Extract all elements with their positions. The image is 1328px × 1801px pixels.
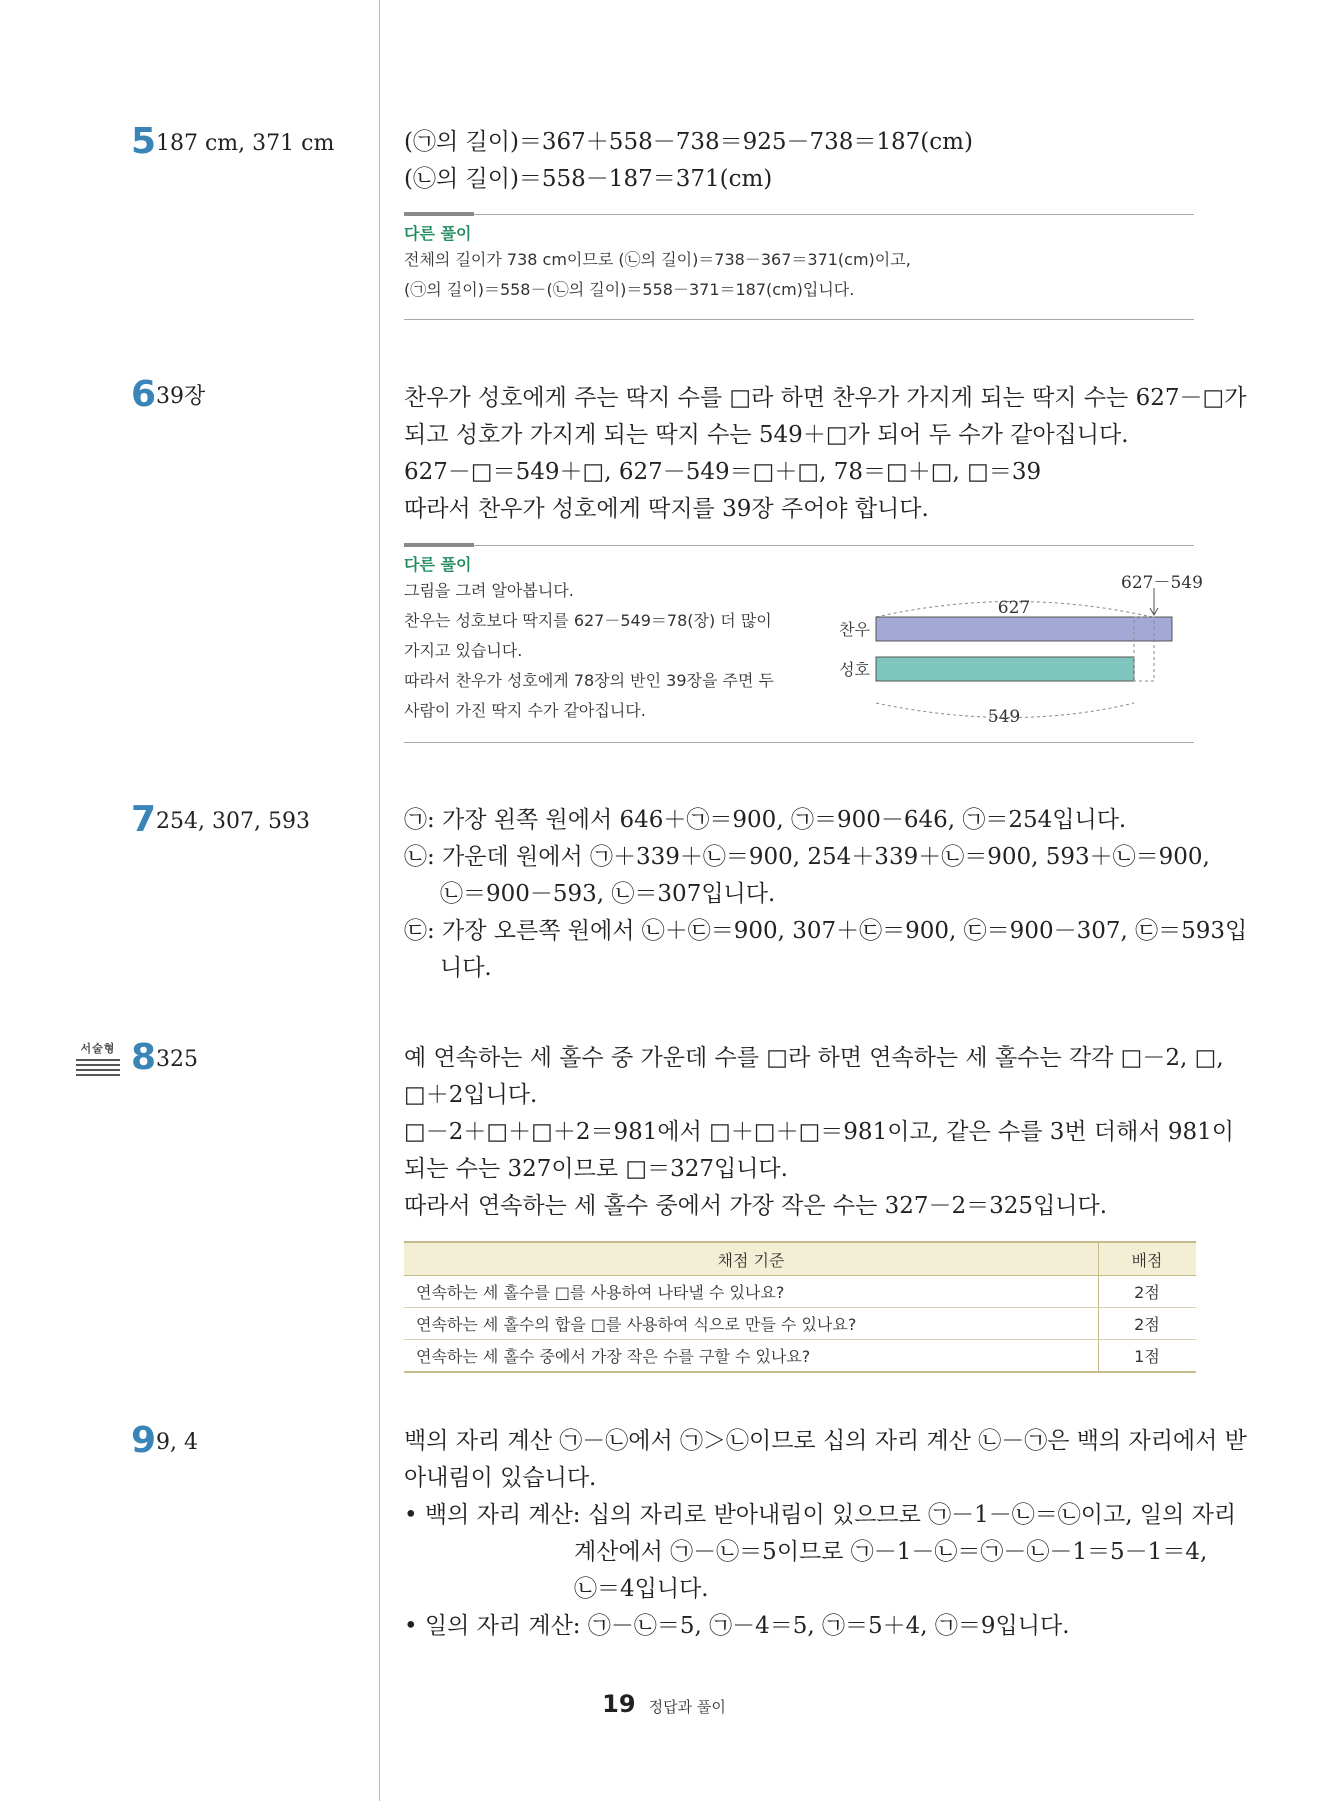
solution-line: 되고 성호가 가지게 되는 딱지 수는 549＋□가 되어 두 수가 같아집니다. (404, 422, 1129, 448)
alt-solution-5 (404, 214, 1194, 320)
solution-line: 찬우가 성호에게 주는 딱지 수를 □라 하면 찬우가 가지게 되는 딱지 수는 627－□가 (404, 385, 1247, 411)
column-divider (379, 0, 380, 1801)
solution-line: □＋2입니다. (404, 1082, 538, 1108)
solution-line: • 일의 자리 계산: ㉠－㉡＝5, ㉠－4＝5, ㉠＝5＋4, ㉠＝9입니다. (404, 1613, 1070, 1639)
rubric-header (404, 1242, 1196, 1276)
solution-line: ㉢: 가장 오른쪽 원에서 ㉡＋㉢＝900, 307＋㉢＝900, ㉢＝900－307, ㉢＝593입 (404, 918, 1248, 944)
label-diff: 627－549 (1121, 573, 1203, 593)
alt-title: 다른 풀이 (404, 224, 472, 243)
solution-line: 되는 수는 327이므로 □＝327입니다. (404, 1156, 788, 1182)
question-number-6: 6 (131, 374, 157, 415)
alt-line: 전체의 길이가 738 cm이므로 (㉡의 길이)＝738－367＝371(cm)이고, (404, 250, 911, 269)
rubric-points: 2점 (1099, 1276, 1197, 1308)
solution-line: □－2＋□＋□＋2＝981에서 □＋□＋□＝981이고, 같은 수를 3번 더해서 981이 (404, 1119, 1234, 1145)
answer-5: 187 cm, 371 cm (156, 131, 335, 156)
answer-6: 39장 (156, 384, 206, 409)
solution-line: 아내림이 있습니다. (404, 1465, 597, 1491)
page-number: 19 (602, 1690, 636, 1718)
solution-line: 627－□＝549＋□, 627－549＝□＋□, 78＝□＋□, □＝39 (404, 459, 1042, 485)
solution-line: (㉠의 길이)＝367＋558－738＝925－738＝187(cm) (404, 129, 973, 155)
alt-text (404, 245, 1194, 305)
question-number-9: 9 (131, 1420, 157, 1461)
alt-line: 찬우는 성호보다 딱지를 627－549＝78(장) 더 많이 (404, 611, 772, 630)
solution-5 (404, 124, 1196, 198)
page-title: 정답과 풀이 (648, 1698, 726, 1716)
bar-seongho (876, 657, 1134, 681)
solution-line: ㉡＝900－593, ㉡＝307입니다. (440, 881, 776, 907)
row-label-seongho: 성호 (839, 660, 870, 679)
bar-diagram (824, 556, 1203, 736)
solution-line: 백의 자리 계산 ㉠－㉡에서 ㉠＞㉡이므로 십의 자리 계산 ㉡－㉠은 백의 자리에서 받 (404, 1428, 1247, 1454)
solution-line: ㉡＝4입니다. (574, 1576, 709, 1602)
rubric-header-points: 배점 (1099, 1242, 1197, 1276)
rubric-criterion: 연속하는 세 홀수를 □를 사용하여 나타낼 수 있나요? (404, 1276, 1099, 1308)
page-footer (0, 1690, 1328, 1718)
solution-line: 니다. (440, 955, 492, 981)
rubric-criterion: 연속하는 세 홀수의 합을 □를 사용하여 식으로 만들 수 있나요? (404, 1308, 1099, 1340)
alt-line: 가지고 있습니다. (404, 641, 523, 660)
rubric-row (404, 1308, 1196, 1340)
answer-8: 325 (156, 1047, 198, 1072)
label-bottom: 549 (987, 707, 1021, 727)
alt-line: 사람이 가진 딱지 수가 같아집니다. (404, 701, 646, 720)
solution-line: 따라서 연속하는 세 홀수 중에서 가장 작은 수는 327－2＝325입니다. (404, 1193, 1108, 1219)
solution-7 (404, 802, 1248, 987)
solution-line: 계산에서 ㉠－㉡＝5이므로 ㉠－1－㉡＝㉠－㉡－1＝5－1＝4, (574, 1539, 1208, 1565)
question-number-5: 5 (131, 121, 157, 162)
rubric-criterion: 연속하는 세 홀수 중에서 가장 작은 수를 구할 수 있나요? (404, 1340, 1099, 1373)
pencil-lines-icon (76, 1059, 120, 1076)
solution-8 (404, 1040, 1234, 1225)
label-top: 627 (997, 598, 1031, 618)
badge-label: 서술형 (80, 1042, 116, 1055)
solution-line: • 백의 자리 계산: 십의 자리로 받아내림이 있으므로 ㉠－1－㉡＝㉡이고, 일의 자리 (404, 1502, 1237, 1528)
alt-tab (404, 543, 474, 547)
alt-line: 그림을 그려 알아봅니다. (404, 581, 574, 600)
solution-line: (㉡의 길이)＝558－187＝371(cm) (404, 166, 773, 192)
rubric-row (404, 1340, 1196, 1373)
solution-line: ㉠: 가장 왼쪽 원에서 646＋㉠＝900, ㉠＝900－646, ㉠＝254입니다. (404, 807, 1127, 833)
solution-line: 따라서 찬우가 성호에게 딱지를 39장 주어야 합니다. (404, 496, 929, 522)
essay-badge (76, 1040, 120, 1076)
answer-7: 254, 307, 593 (156, 809, 310, 834)
alt-tab (404, 212, 474, 216)
scoring-rubric (404, 1241, 1196, 1373)
alt-title: 다른 풀이 (404, 555, 472, 574)
rubric-points: 1점 (1099, 1340, 1197, 1373)
alt-line: (㉠의 길이)＝558－(㉡의 길이)＝558－371＝187(cm)입니다. (404, 280, 855, 299)
rubric-header-criteria: 채점 기준 (404, 1242, 1099, 1276)
solution-line: ㉡: 가운데 원에서 ㉠＋339＋㉡＝900, 254＋339＋㉡＝900, 593＋㉡＝900, (404, 844, 1210, 870)
row-label-chanwoo: 찬우 (839, 620, 870, 639)
alt-line: 따라서 찬우가 성호에게 78장의 반인 39장을 주면 두 (404, 671, 774, 690)
answer-9: 9, 4 (156, 1430, 198, 1455)
solution-line: 예 연속하는 세 홀수 중 가운데 수를 □라 하면 연속하는 세 홀수는 각각 □－2, □, (404, 1045, 1224, 1071)
solution-9 (404, 1423, 1247, 1645)
question-number-7: 7 (131, 799, 157, 840)
rubric-points: 2점 (1099, 1308, 1197, 1340)
solution-6 (404, 380, 1247, 528)
rubric-row (404, 1276, 1196, 1308)
bar-chanwoo (876, 617, 1172, 641)
question-number-8: 8 (131, 1037, 157, 1078)
alt-solution-6 (404, 545, 1203, 743)
